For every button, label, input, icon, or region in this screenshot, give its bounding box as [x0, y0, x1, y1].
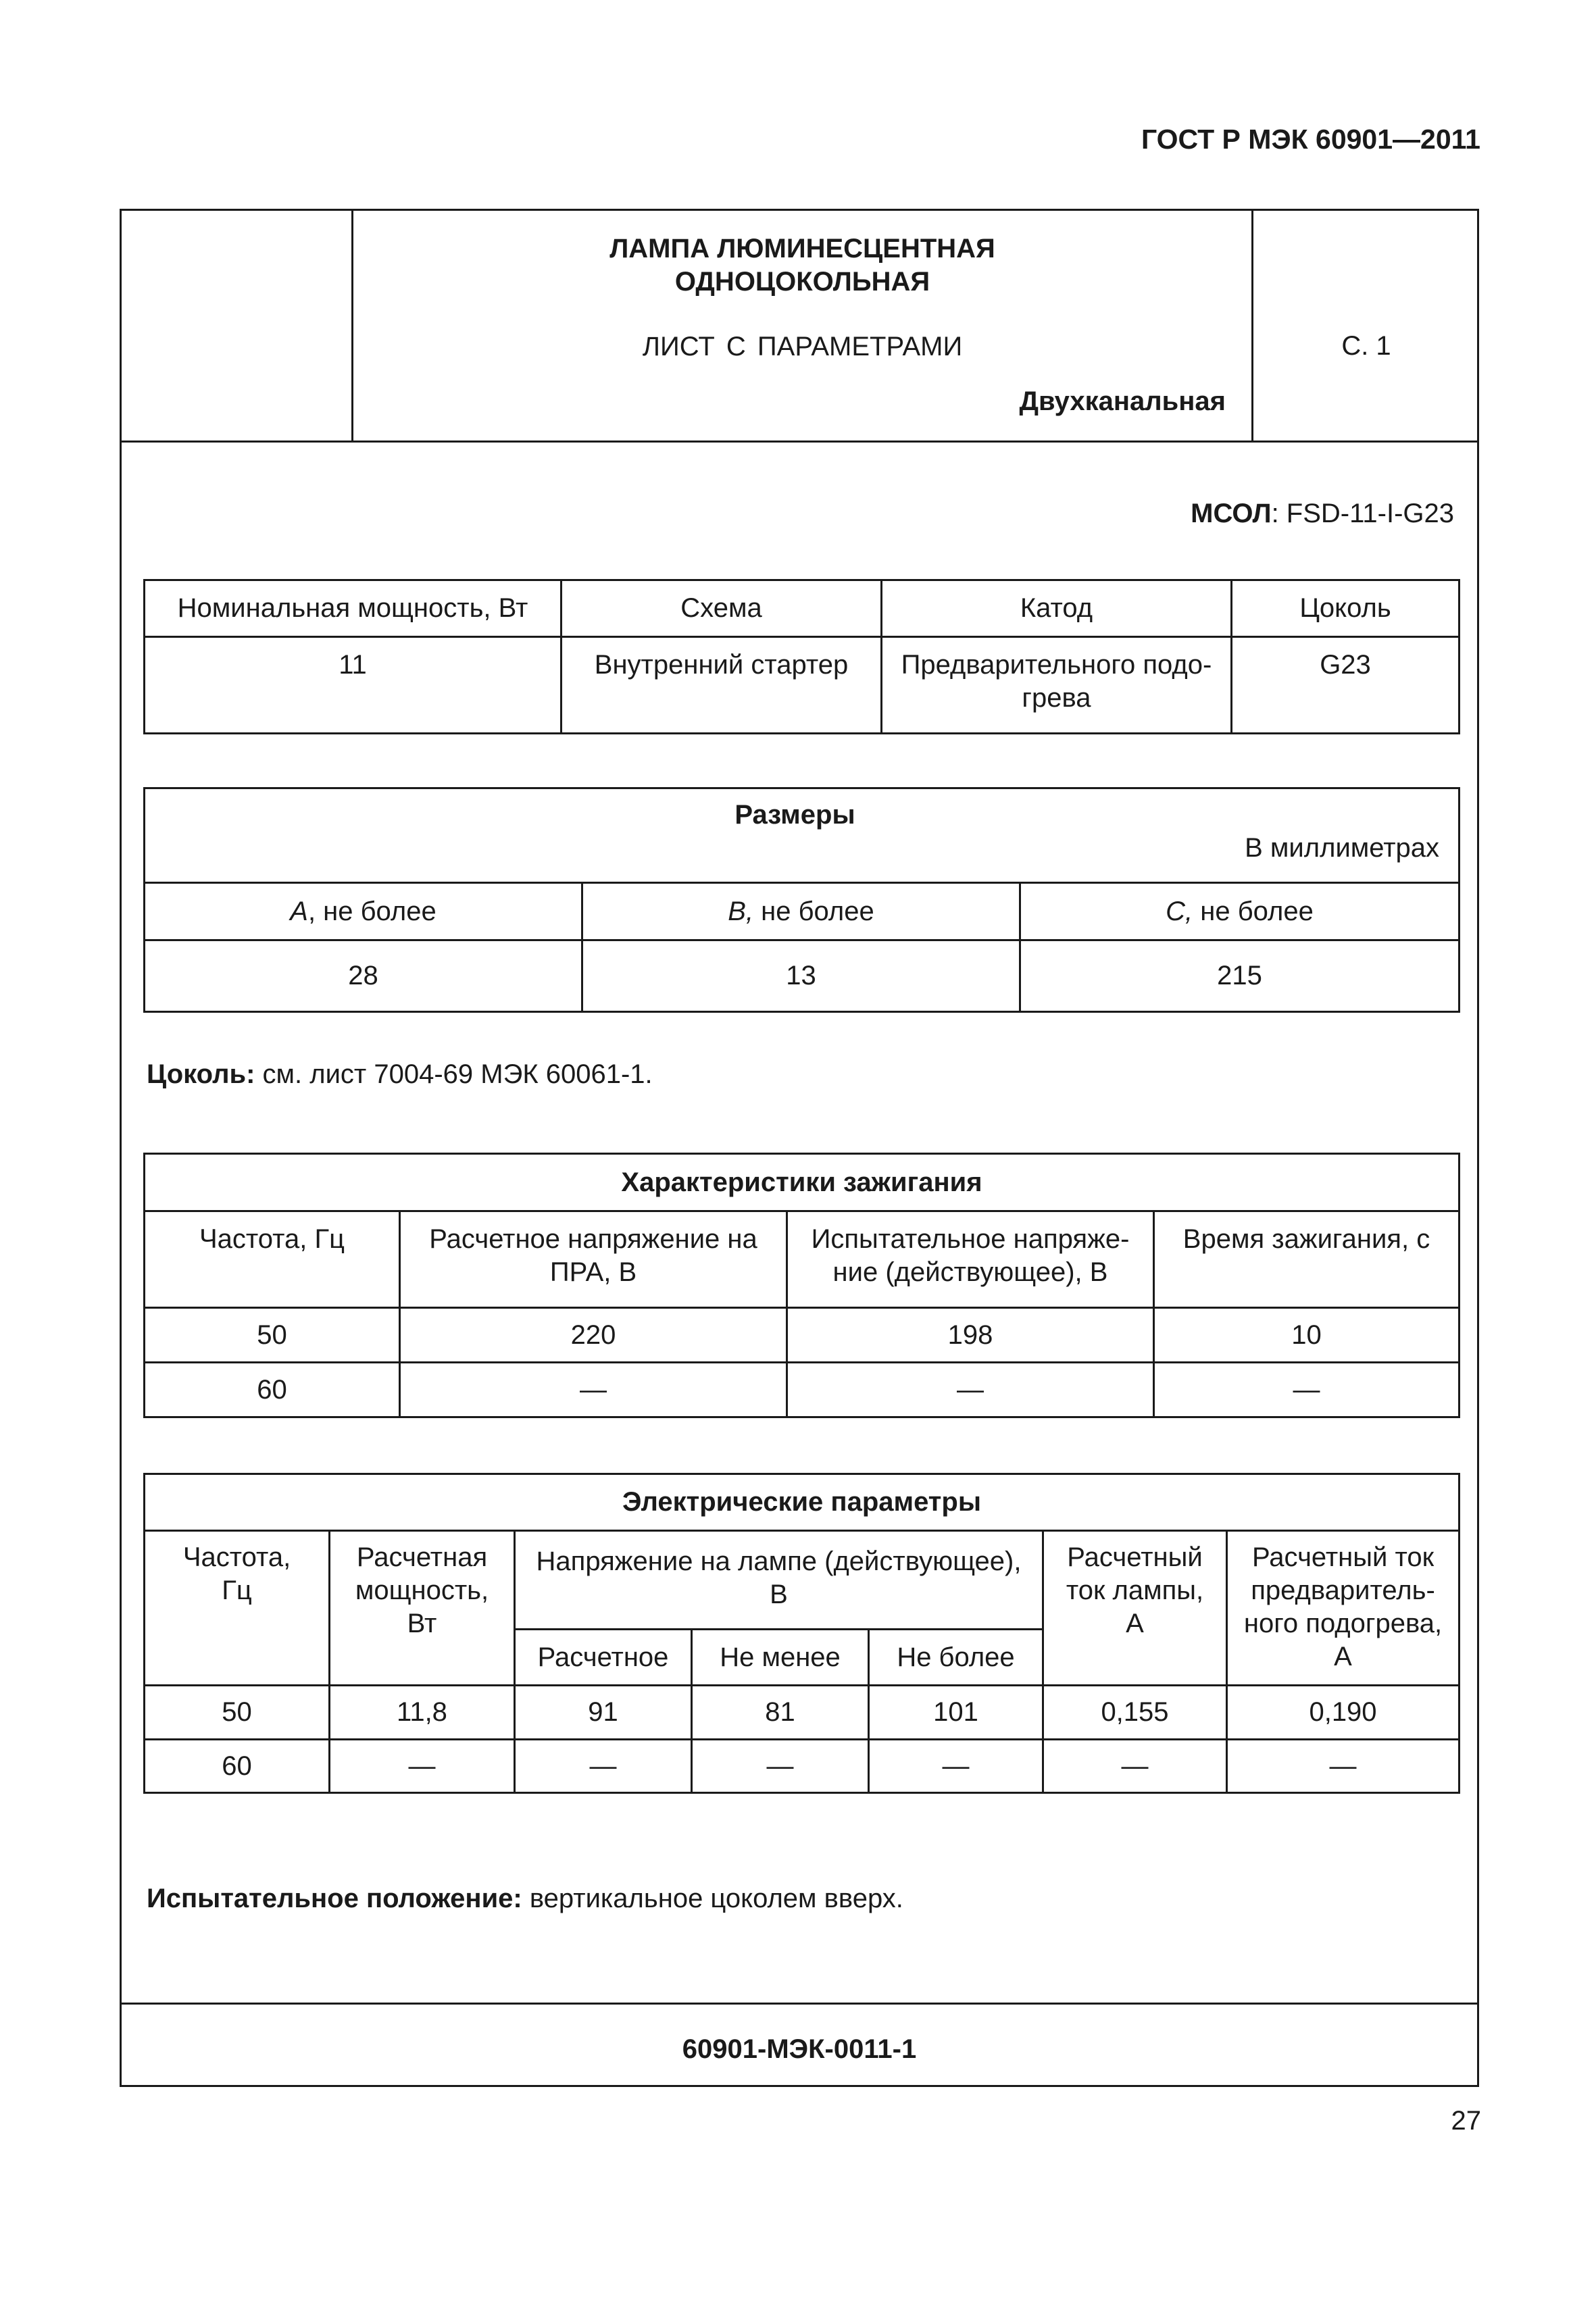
- ignition-table: [143, 1153, 1460, 1418]
- header-cell: Номинальная мощность, Вт: [145, 580, 562, 637]
- main-parameters-table: [143, 579, 1460, 734]
- dimensions-title: Размеры: [734, 800, 855, 830]
- table-cell: —: [787, 1363, 1154, 1417]
- table-cell: Предварительного подо- грева: [882, 637, 1232, 734]
- header-cell: Не менее: [692, 1630, 869, 1686]
- table-cell: 91: [515, 1686, 692, 1740]
- table-cell: 81: [692, 1686, 869, 1740]
- mcol-designation: МСОЛ: FSD-11-I-G23: [1191, 499, 1454, 528]
- header-cell: Катод: [882, 580, 1232, 637]
- title-divider-bottom: [122, 441, 1477, 443]
- sheet-frame: [120, 209, 1479, 2087]
- header-cell: Расчетное напряжение на ПРА, В: [400, 1211, 787, 1308]
- page-number: 27: [1451, 2106, 1481, 2136]
- table-cell: —: [1043, 1740, 1227, 1793]
- sheet-title: ЛАМПА ЛЮМИНЕСЦЕНТНАЯ ОДНОЦОКОЛЬНАЯ: [609, 234, 995, 297]
- table-cell: —: [869, 1740, 1043, 1793]
- header-cell: Не более: [869, 1630, 1043, 1686]
- base-note: Цоколь: см. лист 7004-69 МЭК 60061-1.: [147, 1059, 653, 1089]
- dimensions-table: [143, 787, 1460, 1013]
- table-cell: 220: [400, 1308, 787, 1363]
- footer-divider: [122, 2003, 1477, 2005]
- dimension-value-b: 13: [582, 940, 1020, 1012]
- header-cell: Расчетный ток лампы, А: [1043, 1531, 1227, 1686]
- header-cell: Частота, Гц: [145, 1531, 330, 1686]
- table-cell: Внутренний стартер: [562, 637, 882, 734]
- title-divider-right: [1251, 211, 1253, 441]
- ignition-title: Характеристики зажигания: [145, 1154, 1460, 1211]
- table-cell: 11,8: [330, 1686, 515, 1740]
- table-cell: G23: [1232, 637, 1460, 734]
- header-cell: Схема: [562, 580, 882, 637]
- header-cell: Расчетный ток предваритель- ного подогрева, А: [1227, 1531, 1460, 1686]
- table-cell: 0,190: [1227, 1686, 1460, 1740]
- table-cell: 0,155: [1043, 1686, 1227, 1740]
- dimensions-title-cell: [145, 788, 1460, 883]
- dimension-header-a: A, не более: [145, 883, 582, 940]
- dimension-value-a: 28: [145, 940, 582, 1012]
- electrical-title: Электрические параметры: [145, 1474, 1460, 1531]
- table-cell: —: [1227, 1740, 1460, 1793]
- table-cell: 11: [145, 637, 562, 734]
- header-cell: Частота, Гц: [145, 1211, 400, 1308]
- table-cell: —: [515, 1740, 692, 1793]
- header-cell: Напряжение на лампе (действующее), В: [515, 1531, 1043, 1630]
- dimension-value-c: 215: [1020, 940, 1460, 1012]
- dimensions-units: В миллиметрах: [1245, 833, 1440, 863]
- table-cell: 10: [1154, 1308, 1460, 1363]
- table-cell: —: [1154, 1363, 1460, 1417]
- header-cell: Время зажигания, с: [1154, 1211, 1460, 1308]
- sheet-page: С. 1: [1341, 331, 1391, 361]
- test-position-note: Испытательное положение: вертикальное цоколем вверх.: [147, 1884, 903, 1913]
- dimension-header-b: B, не более: [582, 883, 1020, 940]
- table-cell: 60: [145, 1363, 400, 1417]
- dimension-header-c: C, не более: [1020, 883, 1460, 940]
- standard-number: ГОСТ Р МЭК 60901—2011: [1141, 124, 1480, 155]
- sheet-variant: Двухканальная: [1019, 386, 1226, 416]
- sheet-subtitle: ЛИСТ С ПАРАМЕТРАМИ: [642, 332, 963, 361]
- table-cell: —: [692, 1740, 869, 1793]
- table-cell: 101: [869, 1686, 1043, 1740]
- sheet-code: 60901-МЭК-0011-1: [682, 2034, 917, 2064]
- header-cell: Цоколь: [1232, 580, 1460, 637]
- header-cell: Расчетное: [515, 1630, 692, 1686]
- header-cell: Расчетная мощность, Вт: [330, 1531, 515, 1686]
- table-cell: —: [330, 1740, 515, 1793]
- table-cell: 50: [145, 1308, 400, 1363]
- table-cell: —: [400, 1363, 787, 1417]
- table-cell: 50: [145, 1686, 330, 1740]
- table-cell: 60: [145, 1740, 330, 1793]
- table-cell: 198: [787, 1308, 1154, 1363]
- electrical-table: [143, 1473, 1460, 1794]
- header-cell: Испытательное напряже- ние (действующее), В: [787, 1211, 1154, 1308]
